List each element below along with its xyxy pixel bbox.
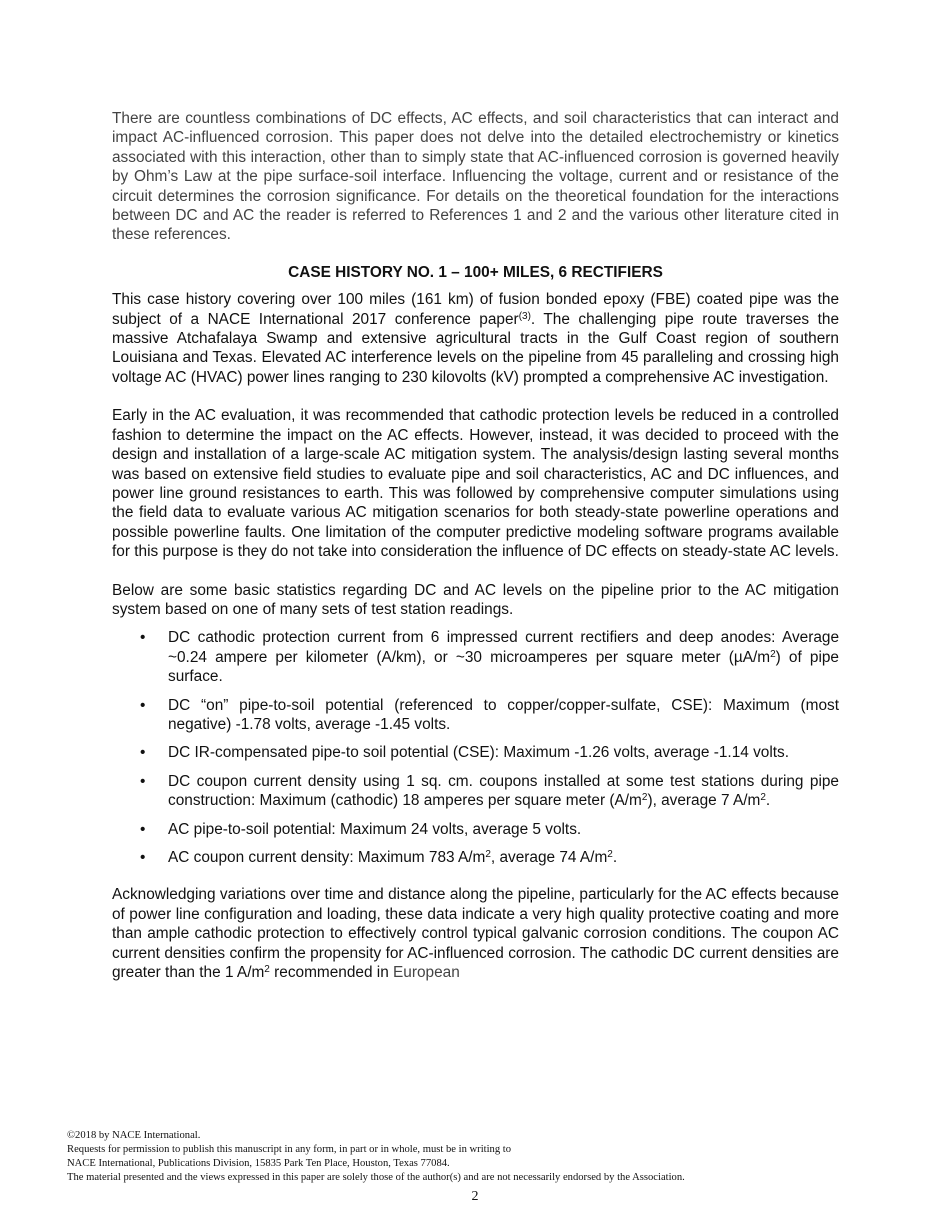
bullet-icon: • [140, 772, 146, 790]
case-history-paragraph-2: Early in the AC evaluation, it was recommended that cathodic protection levels be reduced in a controlled fashion to determine the impact on the AC effects. However, instead, it was decided to proceed with the design and installation of a large-scale AC mitigation system. The analysis/design lasting several months was based on extensive field studies to evaluate pipe and soil characteristics, AC and DC influences, and power line ground resistances to earth. This was followed by comprehensive computer simulations using the field data to evaluate various AC mitigation scenarios for both steady-state powerline operations and possible powerline faults. One limitation of the computer predictive modeling software programs available for this purpose is they do not take into consideration the influence of DC effects on steady-state AC levels. [112, 407, 839, 561]
footer-permission: Requests for permission to publish this manuscript in any form, in part or in whole, must be in writing to [67, 1144, 512, 1155]
bullet-icon: • [140, 696, 146, 714]
conclusion-paragraph: Acknowledging variations over time and distance along the pipeline, particularly for the AC effects because of power line configuration and loading, these data indicate a very high quality protective coating and more than ample cathodic protection to effectively control typical galvanic corrosion conditions. The coupon AC current densities confirm the propensity for AC-influenced corrosion. The cathodic DC current densities are greater than the 1 $A/m^2$ recommended in European [112, 886, 839, 982]
list-item: • DC IR-compensated pipe-to soil potential (CSE): Maximum -1.26 volts, average -1.14 volts. [140, 744, 790, 762]
list-item: • DC cathodic protection current from 6 impressed current rectifiers and deep anodes: Average ~0.24 ampere per kilometer (A/km), or ~30 microamperes per square meter $(\mu A/m^2)$ of pipe surface. [140, 629, 839, 686]
list-item: • DC coupon current density using 1 sq. cm. coupons installed at some test stations during pipe construction: Maximum (cathodic) 18 amperes per square meter $(A/m^2)$, average 7 $A/m^2$. [140, 772, 839, 810]
bullet-icon: • [140, 820, 146, 838]
copyright-footer [67, 1129, 883, 1185]
statistics-intro-paragraph: Below are some basic statistics regarding DC and AC levels on the pipeline prior to the AC mitigation system based on one of many sets of test station readings. [112, 581, 839, 618]
intro-paragraph: There are countless combinations of DC effects, AC effects, and soil characteristics that can interact and impact AC-influenced corrosion. This paper does not delve into the detailed electrochemistry or kinetics associated with this interaction, other than to simply state that AC-influenced corrosion is governed heavily by Ohm’s Law at the pipe surface-soil interface. Influencing the voltage, current and or resistance of the circuit determines the corrosion significance. For details on the theoretical foundation for the interactions between DC and AC the reader is referred to References 1 and 2 and the various other literature cited in these references. [112, 110, 839, 244]
footer-address: NACE International, Publications Division, 15835 Park Ten Place, Houston, Texas 77084. [67, 1158, 450, 1169]
page-number: 2 [471, 1189, 479, 1204]
list-item: • DC “on” pipe-to-soil potential (referenced to copper/copper-sulfate, CSE): Maximum (most negative) -1.78 volts, average -1.45 volts. [140, 696, 839, 733]
footer-disclaimer: The material presented and the views expressed in this paper are solely those of the author(s) and are not necessarily endorsed by the Association. [67, 1172, 685, 1183]
bullet-icon: • [140, 849, 146, 866]
bullet-icon: • [140, 629, 146, 647]
list-item: • AC pipe-to-soil potential: Maximum 24 volts, average 5 volts. [140, 820, 582, 838]
case-history-paragraph-1: This case history covering over 100 miles (161 km) of fusion bonded epoxy (FBE) coated pipe was the subject of a NACE International 2017 conference paper$^{(3)}$. The challenging pipe route traverses the massive Atchafalaya Swamp and extensive agricultural tracts in the Gulf Coast region of southern Louisiana and Texas. Elevated AC interference levels on the pipeline from 45 paralleling and crossing high voltage AC (HVAC) power lines ranging to 230 kilovolts (kV) prompted a comprehensive AC investigation. [112, 291, 839, 386]
list-item: • AC coupon current density: Maximum 783 $A/m^2$, average 74 $A/m^2$. [140, 849, 618, 866]
footer-copyright: ©2018 by NACE International. [67, 1130, 201, 1141]
reference-superscript: (3) [518, 310, 531, 322]
document-body [112, 109, 839, 982]
section-heading: CASE HISTORY NO. 1 – 100+ MILES, 6 RECTIFIERS [288, 263, 663, 281]
bullet-icon: • [140, 744, 146, 762]
statistics-list [112, 628, 839, 867]
